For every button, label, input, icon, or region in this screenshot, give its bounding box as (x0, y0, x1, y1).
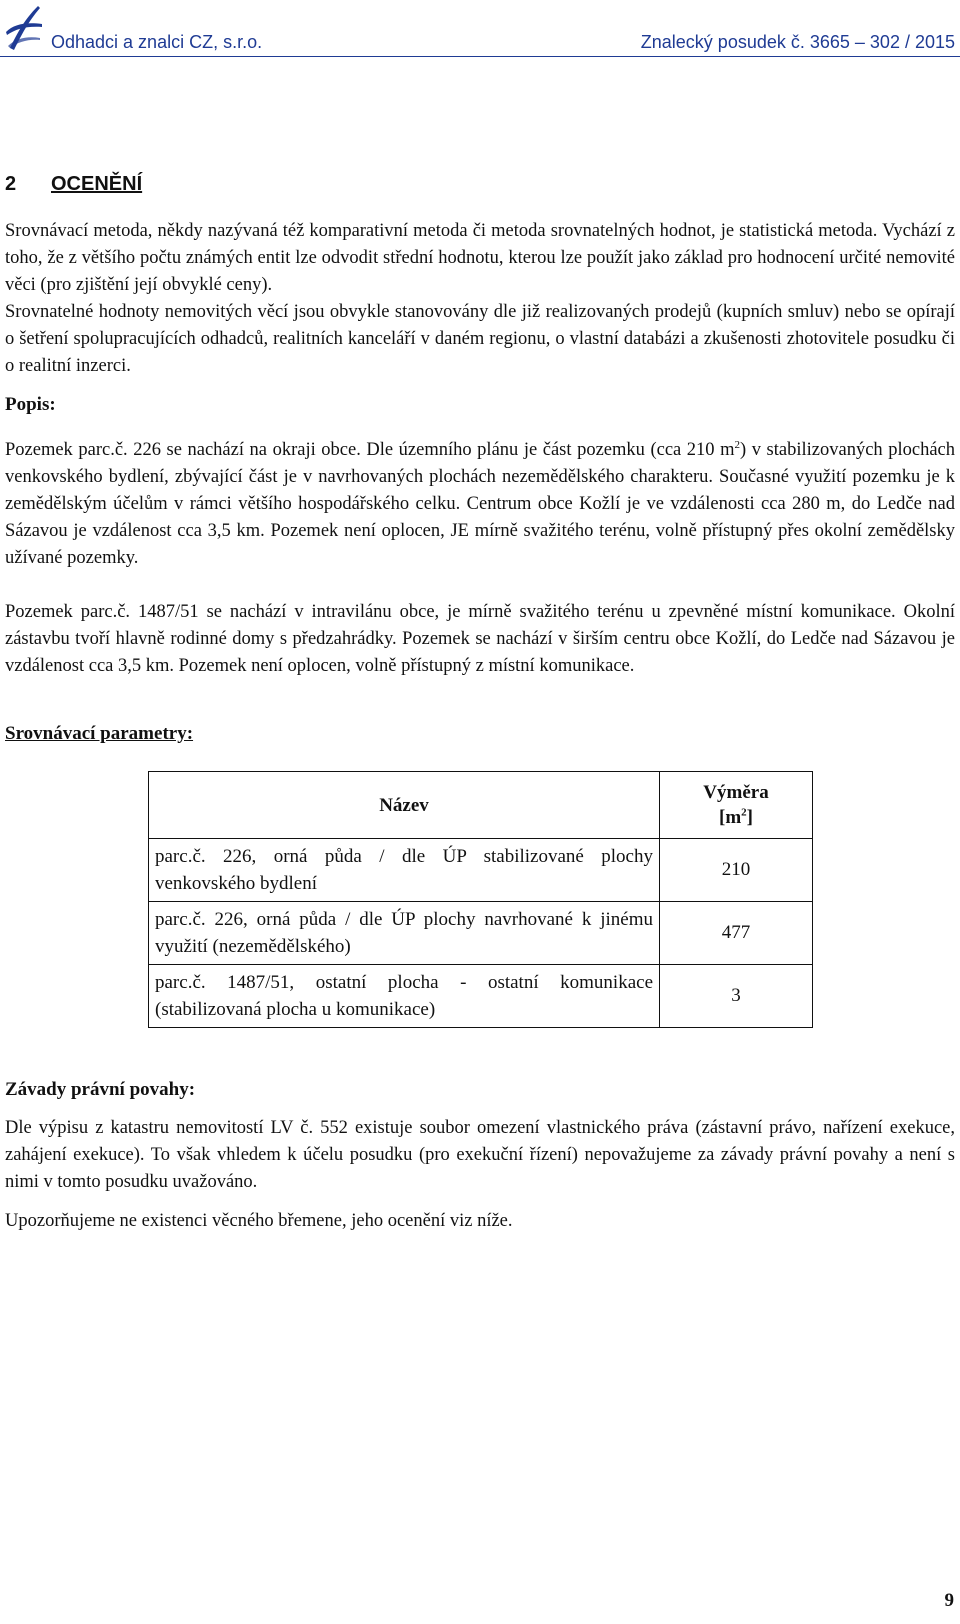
section-heading (5, 173, 142, 196)
intro-paragraph-2: Srovnatelné hodnoty nemovitých věcí jsou obvykle stanovovány dle již realizovaných prodejů (kupních smluv) nebo se opírají o šetření spolupracujících odhadců, realitních kanceláří v daném regionu, o vlastní databázi a zkušenosti zhotovitele posudku či o realitní inzerci. (5, 302, 955, 376)
row-name: parc.č. 1487/51, ostatní plocha - ostatní komunikace (stabilizovaná plocha u komunikace) (149, 965, 660, 1028)
table-row (149, 839, 813, 902)
page-header (0, 0, 960, 58)
popis-text-end: ) v stabilizovaných plochách venkovského bydlení, zbývající část je v navrhovaných plochách nezemědělského charakteru. Současné využití pozemku je k zemědělským účelům v rámci většího hospodářského celku. Centrum obce Kožlí je ve vzdálenosti cca 280 m, do Ledče nad Sázavou je vzdálenost cca 3,5 km. Pozemek není oplocen, JE mírně svažitého terénu, volně přístupný přes okolní zemědělsky užívané pozemky. (5, 440, 955, 568)
popis-label: Popis: (5, 394, 56, 415)
legal-note: Upozorňujeme ne existenci věcného břemene, jeho ocenění viz níže. (5, 1211, 513, 1231)
popis-paragraph-1 (5, 437, 955, 572)
superscript: 2 (741, 806, 747, 819)
table-row (149, 965, 813, 1028)
superscript: 2 (734, 438, 741, 451)
legal-paragraph: Dle výpisu z katastru nemovitostí LV č. 552 existuje soubor omezení vlastnického práva (zástavní právo, nařízení exekuce, zahájení exekuce). To však vhledem k účelu posudku (pro exekuční řízení) nepovažujeme za závady právní povahy a není s nimi v tomto posudku uvažováno. (5, 1118, 955, 1192)
row-area: 477 (660, 902, 813, 965)
legal-label: Závady právní povahy: (5, 1079, 196, 1100)
area-header-unit-post: ] (746, 807, 753, 828)
parameters-table (148, 771, 813, 1028)
table-row (149, 902, 813, 965)
section-title: OCENĚNÍ (51, 173, 143, 195)
area-header-unit-pre: [m (719, 807, 742, 828)
table-header-row (149, 772, 813, 839)
intro-paragraph-1: Srovnávací metoda, někdy nazývaná též komparativní metoda či metoda srovnatelných hodnot, je statistická metoda. Vychází z toho, že z většího počtu známých entit lze odvodit střední hodnotu, kterou lze použít jako základ pro hodnocení určité nemovité věci (pro zjištění její obvyklé ceny). (5, 221, 955, 295)
row-area: 210 (660, 839, 813, 902)
header-divider (0, 56, 960, 57)
popis-text-start: Pozemek parc.č. 226 se nachází na okraji obce. Dle územního plánu je část pozemku (cca 210 m (5, 440, 735, 460)
column-header-name: Název (149, 772, 660, 839)
page-number: 9 (944, 1590, 954, 1611)
company-logo-icon (4, 2, 44, 52)
row-area: 3 (660, 965, 813, 1028)
company-name: Odhadci a znalci CZ, s.r.o. (51, 32, 263, 52)
area-header-line1: Výměra (703, 782, 769, 803)
parameters-label: Srovnávací parametry: (5, 723, 194, 744)
popis-paragraph-2: Pozemek parc.č. 1487/51 se nachází v intravilánu obce, je mírně svažitého terénu u zpevněné místní komunikace. Okolní zástavbu tvoří hlavně rodinné domy s předzahrádky. Pozemek se nachází v širším centru obce Kožlí, do Ledče nad Sázavou je vzdálenost cca 3,5 km. Pozemek není oplocen, volně přístupný z místní komunikace. (5, 602, 955, 676)
report-number: Znalecký posudek č. 3665 – 302 / 2015 (640, 32, 955, 52)
row-name: parc.č. 226, orná půda / dle ÚP stabilizované plochy venkovského bydlení (149, 839, 660, 902)
column-header-area (660, 772, 813, 839)
row-name: parc.č. 226, orná půda / dle ÚP plochy navrhované k jinému využití (nezemědělského) (149, 902, 660, 965)
section-number: 2 (5, 173, 17, 195)
